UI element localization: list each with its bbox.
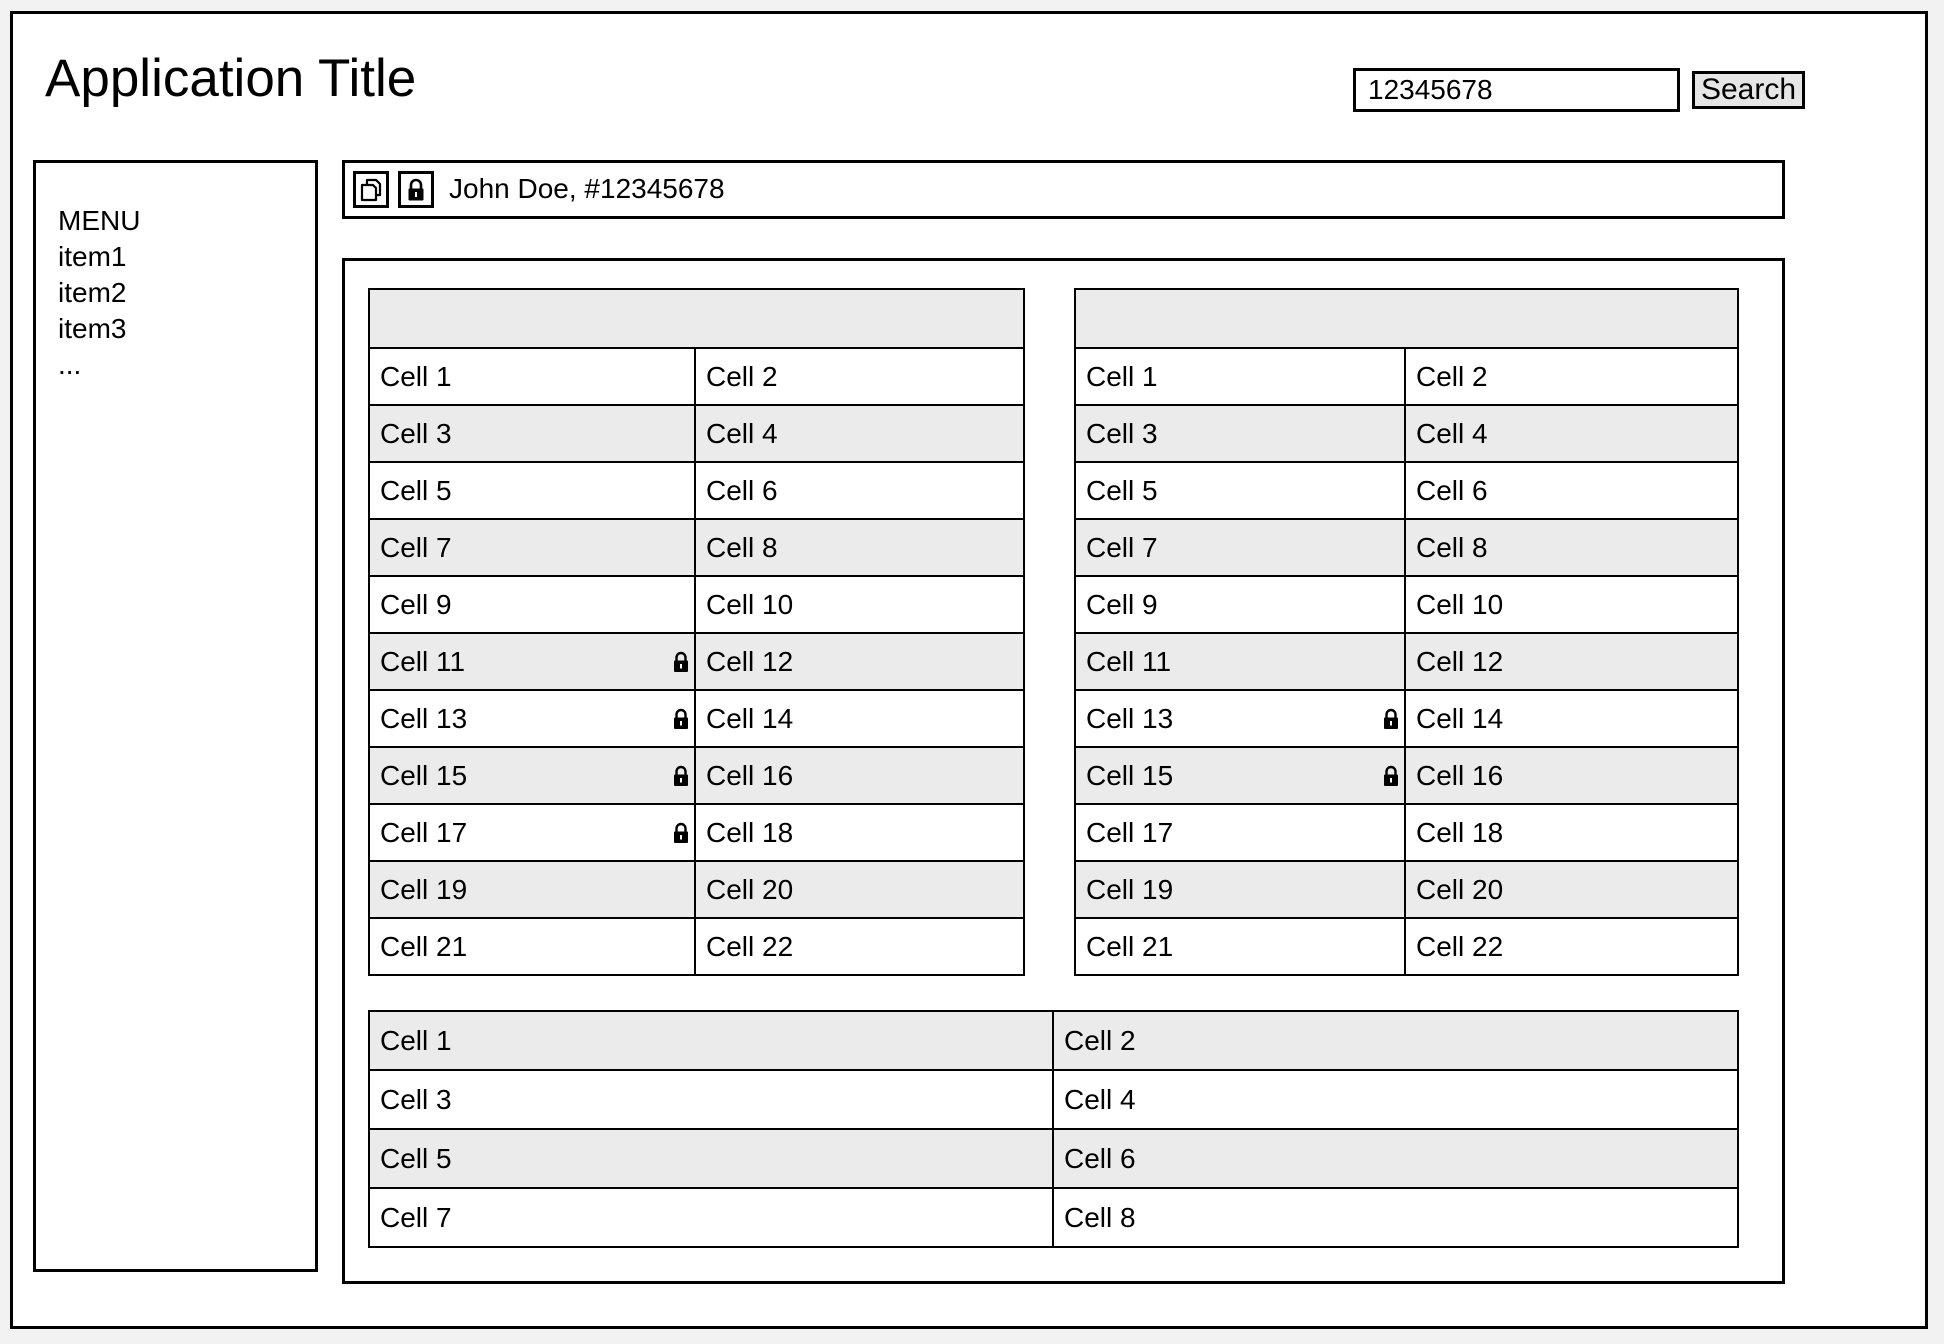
table-row <box>1075 861 1738 918</box>
table-row <box>369 804 1024 861</box>
table-cell[interactable] <box>1053 1129 1738 1188</box>
cell-text: Cell 17 <box>1086 816 1174 848</box>
cell-text: Cell 15 <box>1086 759 1174 791</box>
table-cell[interactable] <box>695 861 1024 918</box>
sidebar-item-item3[interactable]: item3 <box>58 313 127 344</box>
table-cell[interactable] <box>369 1188 1053 1247</box>
cell-text: Cell 7 <box>380 531 452 563</box>
table-row <box>1075 804 1738 861</box>
table-row <box>369 1070 1738 1129</box>
cell-text: Cell 13 <box>380 702 468 734</box>
table-header <box>369 289 1024 348</box>
cell-text: Cell 3 <box>1086 417 1158 449</box>
cell-text: Cell 22 <box>706 930 794 962</box>
table-cell[interactable] <box>695 576 1024 633</box>
cell-text: Cell 1 <box>380 360 452 392</box>
cell-text: Cell 14 <box>1416 702 1504 734</box>
table-cell[interactable] <box>1053 1070 1738 1129</box>
cell-text: Cell 8 <box>1416 531 1488 563</box>
cell-text: Cell 2 <box>1064 1024 1136 1056</box>
cell-text: Cell 12 <box>706 645 794 677</box>
cell-text: Cell 6 <box>1416 474 1488 506</box>
table-row <box>1075 690 1738 747</box>
table-row <box>369 633 1024 690</box>
table-cell[interactable] <box>369 747 695 804</box>
cell-text: Cell 18 <box>1416 816 1504 848</box>
table-row <box>369 519 1024 576</box>
table-cell[interactable] <box>369 918 695 975</box>
table-row <box>369 918 1024 975</box>
cell-text: Cell 18 <box>706 816 794 848</box>
table-row <box>369 462 1024 519</box>
table-cell[interactable] <box>369 519 695 576</box>
table-header <box>1075 289 1738 348</box>
lock-icon <box>673 765 689 787</box>
table-cell[interactable] <box>369 690 695 747</box>
lock-icon <box>1383 765 1399 787</box>
cell-text: Cell 5 <box>1086 474 1158 506</box>
left-data-table <box>368 288 1025 976</box>
table-row <box>369 690 1024 747</box>
app-title: Application Title <box>45 49 417 108</box>
table-row <box>1075 633 1738 690</box>
table-cell[interactable] <box>1405 633 1738 690</box>
lock-icon <box>1383 708 1399 730</box>
table-cell[interactable] <box>1075 747 1405 804</box>
table-row <box>369 348 1024 405</box>
table-cell[interactable] <box>369 348 695 405</box>
table-cell[interactable] <box>369 1011 1053 1070</box>
table-row <box>369 861 1024 918</box>
cell-text: Cell 7 <box>380 1201 452 1233</box>
cell-text: Cell 14 <box>706 702 794 734</box>
cell-text: Cell 11 <box>380 645 466 677</box>
table-row <box>369 1188 1738 1247</box>
table-cell[interactable] <box>695 462 1024 519</box>
cell-text: Cell 9 <box>1086 588 1158 620</box>
table-cell[interactable] <box>695 804 1024 861</box>
table-row <box>1075 405 1738 462</box>
patient-name: John Doe, #12345678 <box>449 173 725 204</box>
cell-text: Cell 8 <box>1064 1201 1136 1233</box>
cell-text: Cell 11 <box>1086 645 1172 677</box>
cell-text: Cell 20 <box>706 873 794 905</box>
cell-text: Cell 1 <box>380 1024 452 1056</box>
cell-text: Cell 10 <box>706 588 794 620</box>
table-cell[interactable] <box>1053 1188 1738 1247</box>
cell-text: Cell 3 <box>380 1083 452 1115</box>
table-cell[interactable] <box>1075 690 1405 747</box>
cell-text: Cell 19 <box>1086 873 1174 905</box>
table-cell[interactable] <box>695 405 1024 462</box>
cell-text: Cell 4 <box>706 417 778 449</box>
patient-bar <box>342 160 1785 219</box>
cell-text: Cell 15 <box>380 759 468 791</box>
cell-text: Cell 10 <box>1416 588 1504 620</box>
cell-text: Cell 12 <box>1416 645 1504 677</box>
table-cell[interactable] <box>1075 462 1405 519</box>
bottom-data-table <box>368 1010 1739 1248</box>
table-cell[interactable] <box>1405 747 1738 804</box>
table-cell[interactable] <box>695 747 1024 804</box>
cell-text: Cell 22 <box>1416 930 1504 962</box>
table-cell[interactable] <box>695 519 1024 576</box>
cell-text: Cell 17 <box>380 816 468 848</box>
lock-icon <box>673 651 689 673</box>
table-cell[interactable] <box>1405 462 1738 519</box>
table-cell[interactable] <box>1405 519 1738 576</box>
table-cell[interactable] <box>1405 918 1738 975</box>
table-cell[interactable] <box>1075 519 1405 576</box>
table-cell[interactable] <box>369 633 695 690</box>
sidebar-item-more[interactable]: ... <box>58 349 82 380</box>
lock-icon <box>673 708 689 730</box>
table-cell[interactable] <box>1075 405 1405 462</box>
table-cell[interactable] <box>1405 804 1738 861</box>
table-row <box>369 1129 1738 1188</box>
cell-text: Cell 6 <box>1064 1142 1136 1174</box>
table-cell[interactable] <box>369 861 695 918</box>
table-cell[interactable] <box>695 918 1024 975</box>
lock-icon <box>673 822 689 844</box>
cell-text: Cell 9 <box>380 588 452 620</box>
cell-text: Cell 13 <box>1086 702 1174 734</box>
table-cell[interactable] <box>1405 348 1738 405</box>
table-row <box>369 1011 1738 1070</box>
cell-text: Cell 19 <box>380 873 468 905</box>
sidebar-item-item1[interactable]: item1 <box>58 241 127 272</box>
cell-text: Cell 6 <box>706 474 778 506</box>
table-row <box>1075 348 1738 405</box>
table-cell[interactable] <box>369 1129 1053 1188</box>
table-cell[interactable] <box>1075 918 1405 975</box>
table-row <box>1075 918 1738 975</box>
cell-text: Cell 1 <box>1086 360 1158 392</box>
table-cell[interactable] <box>695 348 1024 405</box>
cell-text: Cell 21 <box>380 930 468 962</box>
table-cell[interactable] <box>369 405 695 462</box>
cell-text: Cell 2 <box>1416 360 1488 392</box>
cell-text: Cell 21 <box>1086 930 1174 962</box>
table-cell[interactable] <box>1405 576 1738 633</box>
table-row <box>1075 576 1738 633</box>
table-row <box>369 747 1024 804</box>
table-row <box>1075 747 1738 804</box>
content-panel <box>342 258 1785 1284</box>
table-row <box>369 576 1024 633</box>
search-input[interactable] <box>1353 68 1680 112</box>
table-cell[interactable] <box>1075 633 1405 690</box>
cell-text: Cell 8 <box>706 531 778 563</box>
table-cell[interactable] <box>369 462 695 519</box>
cell-text: Cell 2 <box>706 360 778 392</box>
cell-text: Cell 16 <box>1416 759 1504 791</box>
cell-text: Cell 5 <box>380 474 452 506</box>
cell-text: Cell 5 <box>380 1142 452 1174</box>
table-row <box>1075 519 1738 576</box>
table-cell[interactable] <box>1053 1011 1738 1070</box>
table-cell[interactable] <box>695 690 1024 747</box>
cell-text: Cell 7 <box>1086 531 1158 563</box>
table-cell[interactable] <box>1405 861 1738 918</box>
table-row <box>1075 462 1738 519</box>
sidebar-menu <box>33 160 318 1272</box>
table-cell[interactable] <box>695 633 1024 690</box>
search-button[interactable]: Search <box>1692 71 1805 109</box>
table-cell[interactable] <box>1405 405 1738 462</box>
table-cell[interactable] <box>369 1070 1053 1129</box>
cell-text: Cell 16 <box>706 759 794 791</box>
table-cell[interactable] <box>1405 690 1738 747</box>
table-row <box>369 405 1024 462</box>
lock-icon[interactable] <box>398 171 434 208</box>
table-cell[interactable] <box>369 576 695 633</box>
table-cell[interactable] <box>1075 576 1405 633</box>
cell-text: Cell 3 <box>380 417 452 449</box>
cell-text: Cell 4 <box>1064 1083 1136 1115</box>
right-data-table <box>1074 288 1739 976</box>
copy-icon[interactable] <box>353 171 389 208</box>
cell-text: Cell 20 <box>1416 873 1504 905</box>
table-cell[interactable] <box>1075 348 1405 405</box>
menu-heading: MENU <box>58 205 141 236</box>
table-cell[interactable] <box>369 804 695 861</box>
sidebar-item-item2[interactable]: item2 <box>58 277 127 308</box>
cell-text: Cell 4 <box>1416 417 1488 449</box>
table-cell[interactable] <box>1075 804 1405 861</box>
table-cell[interactable] <box>1075 861 1405 918</box>
